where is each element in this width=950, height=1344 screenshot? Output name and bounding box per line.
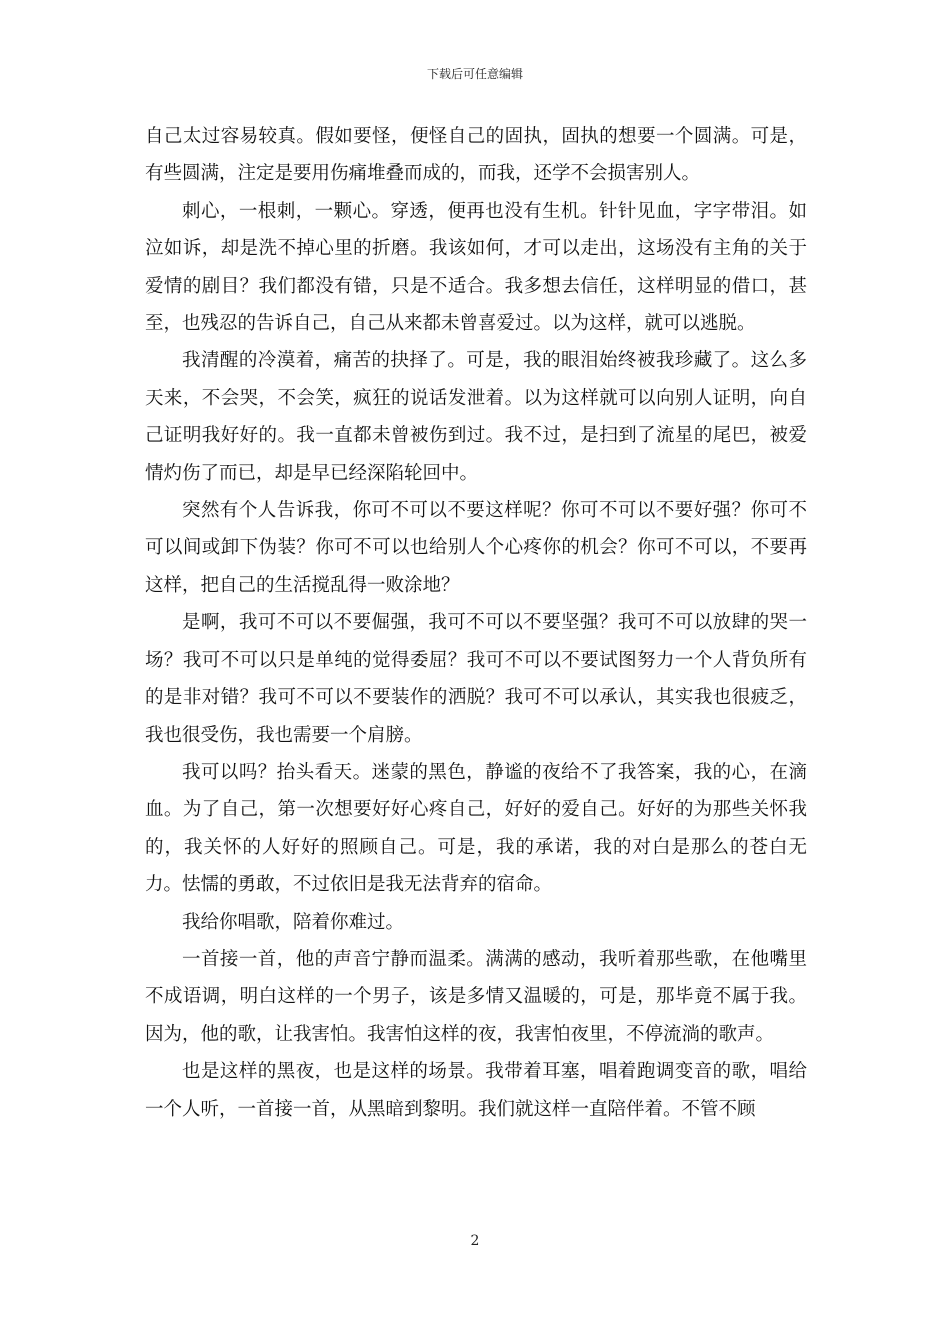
paragraph: 我清醒的冷漠着，痛苦的抉择了。可是，我的眼泪始终被我珍藏了。这么多天来，不会哭，不会笑，疯狂的说话发泄着。以为这样就可以向别人证明，向自己证明我好好的。我一直都未曾被伤到过。我不过，是扫到了流星的尾巴，被爱情灼伤了而已，却是早已经深陷轮回中。: [145, 350, 807, 484]
paragraph: 突然有个人告诉我，你可不可以不要这样呢？你可不可以不要好强？你可不可以间或卸下伪装？你可不可以也给别人个心疼你的机会？你可不可以，不要再这样，把自己的生活搅乱得一败涂地？: [145, 500, 807, 596]
page-number: 2: [470, 1233, 480, 1249]
paragraph: 我可以吗？抬头看天。迷蒙的黑色，静谧的夜给不了我答案，我的心，在滴血。为了自己，第一次想要好好心疼自己，好好的爱自己。好好的为那些关怀我的，我关怀的人好好的照顾自己。可是，我的承诺，我的对白是那么的苍白无力。怯懦的勇敢，不过依旧是我无法背弃的宿命。: [145, 761, 807, 896]
paragraph: 自己太过容易较真。假如要怪，便怪自己的固执，固执的想要一个圆满。可是，有些圆满，注定是要用伤痛堆叠而成的，而我，还学不会损害别人。: [145, 126, 807, 185]
paragraph: 我给你唱歌，陪着你难过。: [182, 911, 405, 933]
paragraph: 刺心，一根刺，一颗心。穿透，便再也没有生机。针针见血，字字带泪。如泣如诉，却是洗不掉心里的折磨。我该如何，才可以走出，这场没有主角的关于爱情的剧目？我们都没有错，只是不适合。我多想去信任，这样明显的借口，甚至，也残忍的告诉自己，自己从来都未曾喜爱过。以为这样，就可以逃脱。: [145, 200, 807, 335]
document-body: [145, 118, 807, 1128]
paragraph: 是啊，我可不可以不要倔强，我可不可以不要坚强？我可不可以放肆的哭一场？我可不可以只是单纯的觉得委屈？我可不可以不要试图努力一个人背负所有的是非对错？我可不可以不要装作的洒脱？我可不可以承认，其实我也很疲乏，我也很受伤，我也需要一个肩膀。: [145, 612, 807, 746]
paragraph: 一首接一首，他的声音宁静而温柔。满满的感动，我听着那些歌，在他嘴里不成语调，明白这样的一个男子，该是多情又温暖的，可是，那毕竟不属于我。因为，他的歌，让我害怕。我害怕这样的夜，我害怕夜里，不停流淌的歌声。: [145, 948, 807, 1045]
paragraph: 也是这样的黑夜，也是这样的场景。我带着耳塞，唱着跑调变音的歌，唱给一个人听，一首接一首，从黑暗到黎明。我们就这样一直陪伴着。不管不顾: [145, 1061, 807, 1120]
page-header: 下载后可任意编辑: [426, 67, 523, 81]
